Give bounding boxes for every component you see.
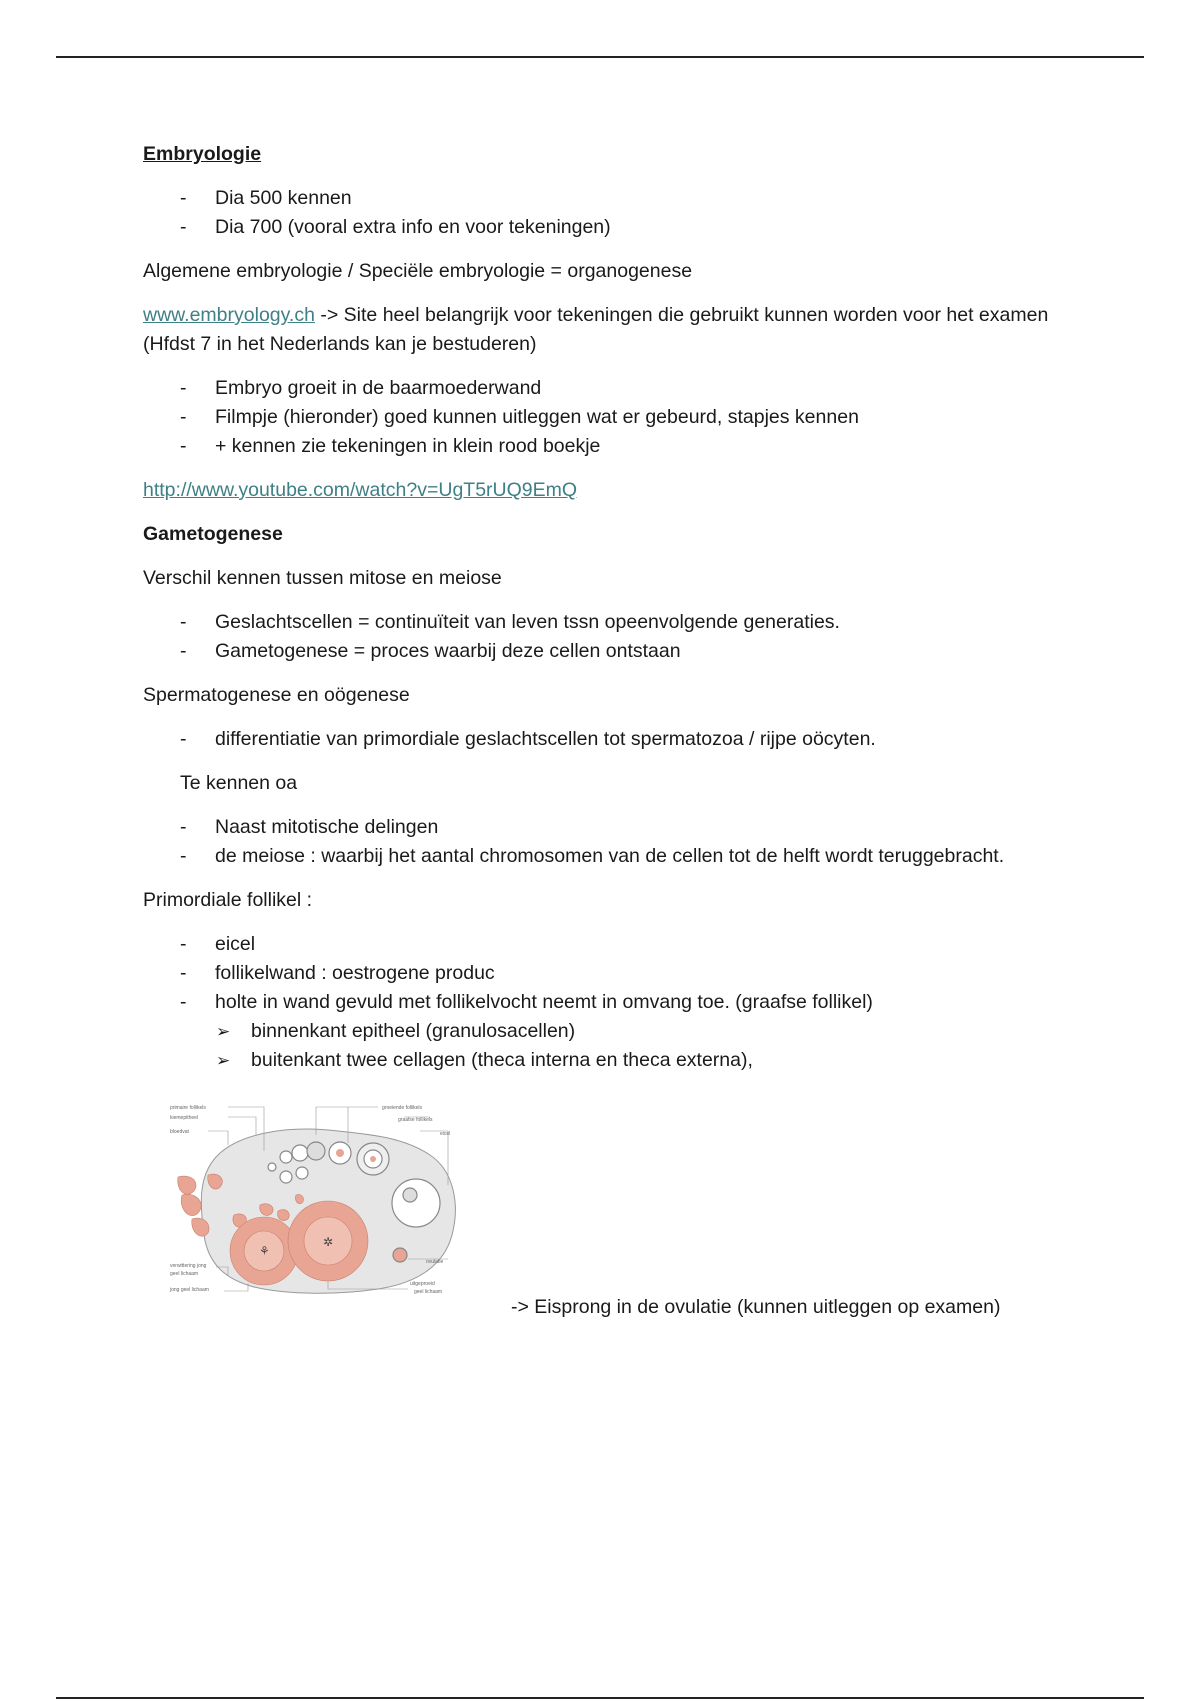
list-item: - + kennen zie tekeningen in klein rood boekje bbox=[143, 432, 1103, 461]
list-item: - Embryo groeit in de baarmoederwand bbox=[143, 374, 1103, 403]
list-item: - Filmpje (hieronder) goed kunnen uitleggen wat er gebeurd, stapjes kennen bbox=[143, 403, 1103, 432]
list-item: - differentiatie van primordiale geslachtscellen tot spermatozoa / rijpe oöcyten. bbox=[143, 725, 1103, 754]
figure-label: eicel bbox=[440, 1131, 451, 1137]
figure-label: uitgeproeid bbox=[410, 1281, 435, 1287]
list-geslachtscellen bbox=[143, 608, 1103, 666]
website-description: -> Site heel belangrijk voor tekeningen die gebruikt kunnen worden voor het examen (Hfdst 7 in het Nederlands kan je bestuderen) bbox=[143, 304, 1049, 355]
figure-label: bloedvat bbox=[170, 1129, 189, 1135]
list-embryo bbox=[143, 374, 1103, 461]
list-item: - Dia 500 kennen bbox=[143, 184, 1103, 213]
list-item: ➢ buitenkant twee cellagen (theca interna en theca externa), bbox=[143, 1046, 1103, 1075]
svg-text:✲: ✲ bbox=[323, 1235, 334, 1249]
list-follikel bbox=[143, 930, 1103, 1017]
document-body bbox=[143, 140, 1103, 1335]
figure-label: groeiende follikels bbox=[382, 1105, 423, 1111]
figure-label: ovulatie bbox=[426, 1259, 444, 1265]
paragraph-spermatogenese: Spermatogenese en oögenese bbox=[143, 684, 410, 706]
figure-label: geel lichaam bbox=[170, 1271, 199, 1277]
list-item: - Dia 700 (vooral extra info en voor tekeningen) bbox=[143, 213, 1103, 242]
figure-label: primaire follikels bbox=[170, 1105, 206, 1111]
list-item: - follikelwand : oestrogene produc bbox=[143, 959, 1103, 988]
figure-label: graafse follikels bbox=[398, 1117, 433, 1123]
paragraph-embryologie: Algemene embryologie / Speciële embryologie = organogenese bbox=[143, 260, 693, 282]
figure-caption: -> Eisprong in de ovulatie (kunnen uitleggen op examen) bbox=[511, 1296, 1001, 1318]
paragraph-te-kennen: Te kennen oa bbox=[180, 772, 298, 794]
list-item: - de meiose : waarbij het aantal chromosomen van de cellen tot de helft wordt teruggebracht. bbox=[143, 842, 1103, 871]
list-differentiatie bbox=[143, 725, 1103, 754]
paragraph-video bbox=[143, 476, 1103, 505]
list-item: - Geslachtscellen = continuïteit van leven tssn opeenvolgende generaties. bbox=[143, 608, 1103, 637]
embryology-link[interactable]: www.embryology.ch bbox=[143, 304, 315, 326]
list-follikel-sub bbox=[143, 1017, 1103, 1075]
top-rule bbox=[56, 56, 1144, 58]
svg-text:⚘: ⚘ bbox=[259, 1244, 270, 1258]
figure-label: geel lichaam bbox=[414, 1289, 443, 1295]
paragraph-primordiale-follikel: Primordiale follikel : bbox=[143, 889, 313, 911]
figure-row bbox=[143, 1095, 1103, 1335]
figure-label: kiemepitheel bbox=[170, 1115, 199, 1121]
section-heading-gametogenese: Gametogenese bbox=[143, 523, 283, 545]
figure-label: jong geel lichaam bbox=[170, 1287, 209, 1293]
paragraph-website bbox=[143, 301, 1103, 359]
list-item: ➢ binnenkant epitheel (granulosacellen) bbox=[143, 1017, 1103, 1046]
list-dia bbox=[143, 184, 1103, 242]
page-title: Embryologie bbox=[143, 143, 262, 165]
list-item: - Gametogenese = proces waarbij deze cellen ontstaan bbox=[143, 637, 1103, 666]
youtube-link[interactable]: http://www.youtube.com/watch?v=UgT5rUQ9EmQ bbox=[143, 479, 578, 501]
list-item: - holte in wand gevuld met follikelvocht neemt in omvang toe. (graafse follikel) bbox=[143, 988, 1103, 1017]
figure-label: verwittering jong bbox=[170, 1263, 207, 1269]
list-meiose bbox=[143, 813, 1103, 871]
ovary-follicle-diagram bbox=[168, 1095, 466, 1315]
list-item: - Naast mitotische delingen bbox=[143, 813, 1103, 842]
paragraph-mitose: Verschil kennen tussen mitose en meiose bbox=[143, 567, 502, 589]
list-item: - eicel bbox=[143, 930, 1103, 959]
bottom-rule bbox=[56, 1697, 1144, 1699]
